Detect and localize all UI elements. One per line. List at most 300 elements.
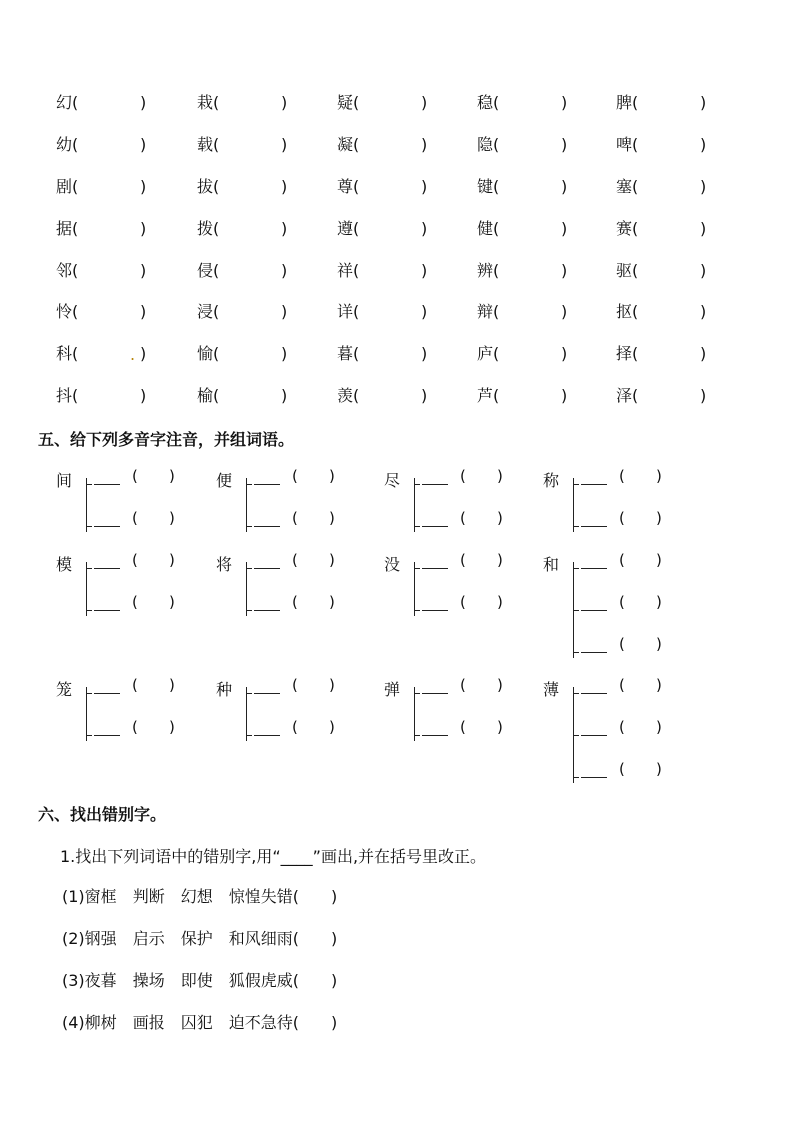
brace-tick — [246, 526, 252, 527]
pinyin-blank[interactable] — [581, 510, 607, 527]
pinyin-answer-slot[interactable] — [499, 302, 559, 322]
brace-tick — [86, 693, 92, 694]
close-paren: ) — [700, 261, 707, 280]
pinyin-answer-slot[interactable] — [219, 261, 279, 281]
char-cell — [337, 177, 359, 197]
pinyin-answer-slot[interactable] — [359, 135, 419, 155]
open-paren: ( — [493, 344, 500, 363]
pinyin-answer-slot[interactable] — [219, 386, 279, 406]
pinyin-answer-slot[interactable] — [359, 302, 419, 322]
char: 暮 — [337, 344, 354, 363]
pinyin-blank[interactable] — [422, 552, 448, 569]
pinyin-answer-slot[interactable] — [359, 344, 419, 364]
pinyin-answer-slot[interactable] — [638, 344, 698, 364]
close-paren: ) — [656, 760, 662, 778]
char-cell — [197, 344, 219, 364]
pinyin-blank[interactable] — [254, 594, 280, 611]
char: 剧 — [56, 177, 73, 196]
pinyin-answer-slot[interactable] — [78, 386, 138, 406]
char: 榆 — [197, 386, 214, 405]
correction-paren[interactable]: ( ) — [292, 887, 338, 906]
brace-tick — [573, 652, 579, 653]
close-paren: ) — [281, 386, 288, 405]
char-cell — [337, 93, 359, 113]
open-paren: ( — [493, 93, 500, 112]
char-cell — [337, 261, 359, 281]
pinyin-blank[interactable] — [422, 719, 448, 736]
word[interactable]: 囚犯 — [180, 1013, 213, 1032]
pinyin-answer-slot[interactable] — [78, 177, 138, 197]
open-paren: ( — [632, 219, 639, 238]
pinyin-blank[interactable] — [422, 594, 448, 611]
brace — [86, 478, 87, 532]
open-paren: ( — [72, 135, 79, 154]
close-paren: ) — [421, 93, 428, 112]
open-paren: ( — [493, 302, 500, 321]
pinyin-answer-slot[interactable] — [78, 302, 138, 322]
open-paren: ( — [213, 261, 220, 280]
pinyin-answer-slot[interactable] — [219, 93, 279, 113]
open-paren: ( — [213, 93, 220, 112]
close-paren: ) — [421, 386, 428, 405]
char: 幼 — [56, 135, 73, 154]
pinyin-answer-slot[interactable] — [638, 302, 698, 322]
char-cell — [337, 344, 359, 364]
close-paren: ) — [281, 135, 288, 154]
polyphone-char: 尽 — [384, 471, 401, 490]
open-paren: ( — [353, 93, 360, 112]
pinyin-answer-slot[interactable] — [499, 386, 559, 406]
pinyin-blank[interactable] — [422, 677, 448, 694]
pinyin-answer-slot[interactable] — [499, 93, 559, 113]
brace — [573, 478, 574, 532]
char: 拨 — [197, 219, 214, 238]
char-cell — [197, 302, 219, 322]
pinyin-answer-slot[interactable] — [78, 261, 138, 281]
char-cell — [337, 219, 359, 239]
char-cell — [477, 93, 499, 113]
brace-tick — [573, 610, 579, 611]
pinyin-blank[interactable] — [254, 510, 280, 527]
pinyin-answer-slot[interactable] — [359, 93, 419, 113]
open-paren: ( — [292, 676, 298, 694]
open-paren: ( — [619, 718, 625, 736]
open-paren: ( — [493, 261, 500, 280]
close-paren: ) — [561, 302, 568, 321]
close-paren: ) — [700, 386, 707, 405]
word[interactable]: 狐假虎威 — [228, 971, 293, 990]
instruction-blank: ____ — [280, 847, 313, 866]
close-paren: ) — [169, 676, 175, 694]
open-paren: ( — [460, 551, 466, 569]
close-paren: ) — [140, 219, 147, 238]
open-paren: ( — [72, 302, 79, 321]
char-cell — [477, 135, 499, 155]
open-paren: ( — [213, 344, 220, 363]
open-paren: ( — [353, 386, 360, 405]
open-paren: ( — [72, 219, 79, 238]
char-cell — [477, 177, 499, 197]
close-paren: ) — [421, 261, 428, 280]
char-cell — [477, 344, 499, 364]
open-paren: ( — [632, 93, 639, 112]
close-paren: ) — [561, 93, 568, 112]
open-paren: ( — [213, 219, 220, 238]
pinyin-answer-slot[interactable] — [219, 177, 279, 197]
brace — [86, 687, 87, 741]
correction-paren[interactable]: ( ) — [292, 929, 338, 948]
open-paren: ( — [632, 135, 639, 154]
word[interactable]: 惊惶失错 — [228, 887, 293, 906]
pinyin-answer-slot[interactable] — [638, 386, 698, 406]
brace-tick — [573, 526, 579, 527]
open-paren: ( — [619, 509, 625, 527]
polyphone-char: 称 — [543, 471, 560, 490]
char-cell — [337, 302, 359, 322]
close-paren: ) — [497, 551, 503, 569]
brace — [414, 687, 415, 741]
char-cell — [616, 93, 638, 113]
section6-heading: 六、找出错别字。 — [38, 805, 167, 824]
close-paren: ) — [700, 177, 707, 196]
open-paren: ( — [632, 177, 639, 196]
item-number: (2) — [62, 929, 85, 948]
word[interactable]: 启示 — [132, 929, 165, 948]
open-paren: ( — [132, 467, 138, 485]
brace-tick — [414, 693, 420, 694]
pinyin-answer-slot[interactable] — [638, 261, 698, 281]
pinyin-answer-slot[interactable] — [638, 177, 698, 197]
open-paren: ( — [292, 551, 298, 569]
word[interactable]: 即使 — [180, 971, 213, 990]
polyphone-char: 便 — [216, 471, 233, 490]
char: 栽 — [197, 93, 214, 112]
pinyin-blank[interactable] — [94, 677, 120, 694]
pinyin-answer-slot[interactable] — [499, 177, 559, 197]
pinyin-answer-slot[interactable] — [219, 219, 279, 239]
brace-tick — [573, 777, 579, 778]
close-paren: ) — [561, 177, 568, 196]
close-paren: ) — [656, 635, 662, 653]
char-cell — [616, 219, 638, 239]
open-paren: ( — [493, 135, 500, 154]
pinyin-answer-slot[interactable] — [638, 93, 698, 113]
brace-tick — [246, 568, 252, 569]
word[interactable]: 判断 — [132, 887, 165, 906]
close-paren: ) — [140, 177, 147, 196]
open-paren: ( — [292, 593, 298, 611]
char: 赛 — [616, 219, 633, 238]
pinyin-blank[interactable] — [254, 552, 280, 569]
close-paren: ) — [700, 135, 707, 154]
close-paren: ) — [656, 551, 662, 569]
close-paren: ) — [700, 302, 707, 321]
word[interactable]: 迫不急待 — [228, 1013, 293, 1032]
close-paren: ) — [329, 676, 335, 694]
item-number: (3) — [62, 971, 85, 990]
close-paren: ) — [421, 135, 428, 154]
char: 据 — [56, 219, 73, 238]
pinyin-answer-slot[interactable] — [219, 302, 279, 322]
polyphone-char: 间 — [56, 471, 73, 490]
open-paren: ( — [619, 593, 625, 611]
brace-tick — [573, 735, 579, 736]
typo-item — [62, 968, 337, 991]
brace-tick — [573, 693, 579, 694]
item-number: (4) — [62, 1013, 85, 1032]
close-paren: ) — [421, 344, 428, 363]
polyphone-char: 弹 — [384, 680, 401, 699]
brace-tick — [86, 735, 92, 736]
word[interactable]: 和风细雨 — [228, 929, 293, 948]
char: 科 — [56, 344, 73, 363]
brace-tick — [573, 568, 579, 569]
char: 辨 — [477, 261, 494, 280]
char: 载 — [197, 135, 214, 154]
word[interactable]: 幻想 — [180, 887, 213, 906]
char: 详 — [337, 302, 354, 321]
close-paren: ) — [656, 676, 662, 694]
char: 稳 — [477, 93, 494, 112]
polyphone-char: 将 — [216, 555, 233, 574]
polyphone-char: 没 — [384, 555, 401, 574]
pinyin-blank[interactable] — [581, 594, 607, 611]
pinyin-answer-slot[interactable] — [359, 219, 419, 239]
char-cell — [197, 93, 219, 113]
char-cell — [56, 219, 78, 239]
pinyin-blank[interactable] — [254, 468, 280, 485]
open-paren: ( — [619, 467, 625, 485]
brace-tick — [246, 610, 252, 611]
char-cell — [56, 344, 78, 364]
pinyin-answer-slot[interactable] — [78, 219, 138, 239]
pinyin-answer-slot[interactable] — [359, 177, 419, 197]
char-cell — [616, 177, 638, 197]
char-cell — [477, 219, 499, 239]
open-paren: ( — [292, 509, 298, 527]
char-cell — [197, 135, 219, 155]
brace-tick — [414, 735, 420, 736]
brace-tick — [246, 735, 252, 736]
char: 隐 — [477, 135, 494, 154]
open-paren: ( — [132, 551, 138, 569]
brace-tick — [86, 484, 92, 485]
close-paren: ) — [421, 219, 428, 238]
open-paren: ( — [72, 93, 79, 112]
close-paren: ) — [140, 261, 147, 280]
open-paren: ( — [353, 344, 360, 363]
brace — [86, 562, 87, 616]
open-paren: ( — [72, 177, 79, 196]
pinyin-answer-slot[interactable] — [638, 219, 698, 239]
char: 怜 — [56, 302, 73, 321]
pinyin-blank[interactable] — [94, 510, 120, 527]
pinyin-blank[interactable] — [254, 677, 280, 694]
pinyin-answer-slot[interactable] — [359, 386, 419, 406]
char: 幻 — [56, 93, 73, 112]
instruction-pre: 1.找出下列词语中的错别字,用“ — [60, 847, 281, 866]
char-cell — [616, 302, 638, 322]
pinyin-answer-slot[interactable] — [499, 135, 559, 155]
close-paren: ) — [656, 509, 662, 527]
word[interactable]: 操场 — [132, 971, 165, 990]
word[interactable]: 画报 — [132, 1013, 165, 1032]
open-paren: ( — [493, 177, 500, 196]
pinyin-blank[interactable] — [581, 552, 607, 569]
char-cell — [197, 386, 219, 406]
char-cell — [56, 302, 78, 322]
close-paren: ) — [169, 467, 175, 485]
char-cell — [197, 177, 219, 197]
open-paren: ( — [460, 676, 466, 694]
char: 抠 — [616, 302, 633, 321]
close-paren: ) — [421, 302, 428, 321]
open-paren: ( — [132, 593, 138, 611]
polyphone-char: 薄 — [543, 680, 560, 699]
pinyin-answer-slot[interactable] — [499, 219, 559, 239]
pinyin-blank[interactable] — [581, 636, 607, 653]
brace-tick — [414, 526, 420, 527]
char-cell — [197, 219, 219, 239]
open-paren: ( — [132, 509, 138, 527]
pinyin-answer-slot[interactable] — [499, 261, 559, 281]
close-paren: ) — [140, 93, 147, 112]
char-cell — [477, 386, 499, 406]
section6-instruction — [60, 844, 486, 867]
word[interactable]: 保护 — [180, 929, 213, 948]
char: 侵 — [197, 261, 214, 280]
pinyin-blank[interactable] — [94, 552, 120, 569]
char-cell — [616, 261, 638, 281]
char: 羡 — [337, 386, 354, 405]
close-paren: ) — [329, 593, 335, 611]
brace-tick — [86, 568, 92, 569]
pinyin-answer-slot[interactable] — [219, 344, 279, 364]
item-number: (1) — [62, 887, 85, 906]
char: 芦 — [477, 386, 494, 405]
char-cell — [56, 177, 78, 197]
pinyin-blank[interactable] — [422, 510, 448, 527]
word[interactable]: 窗框 — [84, 887, 117, 906]
close-paren: ) — [281, 219, 288, 238]
open-paren: ( — [460, 467, 466, 485]
open-paren: ( — [619, 676, 625, 694]
open-paren: ( — [213, 386, 220, 405]
open-paren: ( — [72, 344, 79, 363]
open-paren: ( — [460, 509, 466, 527]
brace-tick — [414, 484, 420, 485]
close-paren: ) — [561, 135, 568, 154]
pinyin-answer-slot[interactable] — [78, 93, 138, 113]
char-cell — [56, 93, 78, 113]
pinyin-blank[interactable] — [94, 468, 120, 485]
char-cell — [56, 261, 78, 281]
brace-tick — [414, 610, 420, 611]
close-paren: ) — [281, 261, 288, 280]
polyphone-char: 笼 — [56, 680, 73, 699]
open-paren: ( — [632, 261, 639, 280]
pinyin-answer-slot[interactable] — [78, 344, 138, 364]
pinyin-answer-slot[interactable] — [78, 135, 138, 155]
pinyin-answer-slot[interactable] — [499, 344, 559, 364]
pinyin-answer-slot[interactable] — [638, 135, 698, 155]
char: 驱 — [616, 261, 633, 280]
pinyin-blank[interactable] — [581, 719, 607, 736]
char-cell — [197, 261, 219, 281]
close-paren: ) — [497, 718, 503, 736]
close-paren: ) — [169, 551, 175, 569]
correction-paren[interactable]: ( ) — [292, 971, 338, 990]
char: 邻 — [56, 261, 73, 280]
pinyin-blank[interactable] — [422, 468, 448, 485]
close-paren: ) — [169, 593, 175, 611]
close-paren: ) — [281, 177, 288, 196]
char-cell — [616, 135, 638, 155]
open-paren: ( — [619, 760, 625, 778]
open-paren: ( — [353, 261, 360, 280]
word[interactable]: 夜暮 — [84, 971, 117, 990]
close-paren: ) — [561, 219, 568, 238]
open-paren: ( — [72, 386, 79, 405]
open-paren: ( — [132, 676, 138, 694]
close-paren: ) — [281, 344, 288, 363]
open-paren: ( — [353, 302, 360, 321]
close-paren: ) — [329, 467, 335, 485]
pinyin-blank[interactable] — [94, 719, 120, 736]
pinyin-blank[interactable] — [581, 677, 607, 694]
char: 拔 — [197, 177, 214, 196]
open-paren: ( — [460, 718, 466, 736]
open-paren: ( — [213, 302, 220, 321]
pinyin-answer-slot[interactable] — [219, 135, 279, 155]
close-paren: ) — [140, 302, 147, 321]
close-paren: ) — [329, 509, 335, 527]
correction-paren[interactable]: ( ) — [292, 1013, 338, 1032]
close-paren: ) — [497, 676, 503, 694]
close-paren: ) — [497, 593, 503, 611]
char: 浸 — [197, 302, 214, 321]
close-paren: ) — [497, 467, 503, 485]
char: 键 — [477, 177, 494, 196]
open-paren: ( — [632, 344, 639, 363]
pinyin-blank[interactable] — [94, 594, 120, 611]
char: 脾 — [616, 93, 633, 112]
open-paren: ( — [132, 718, 138, 736]
char-cell — [56, 135, 78, 155]
pinyin-blank[interactable] — [581, 468, 607, 485]
open-paren: ( — [353, 135, 360, 154]
close-paren: ) — [140, 135, 147, 154]
open-paren: ( — [213, 135, 220, 154]
pinyin-answer-slot[interactable] — [359, 261, 419, 281]
char-cell — [616, 386, 638, 406]
word[interactable]: 钢强 — [84, 929, 117, 948]
char-cell — [477, 302, 499, 322]
char-cell — [337, 386, 359, 406]
close-paren: ) — [169, 718, 175, 736]
open-paren: ( — [72, 261, 79, 280]
pinyin-blank[interactable] — [581, 761, 607, 778]
pinyin-blank[interactable] — [254, 719, 280, 736]
word[interactable]: 柳树 — [84, 1013, 117, 1032]
char: 愉 — [197, 344, 214, 363]
close-paren: ) — [281, 302, 288, 321]
close-paren: ) — [656, 718, 662, 736]
open-paren: ( — [460, 593, 466, 611]
close-paren: ) — [329, 551, 335, 569]
brace — [246, 478, 247, 532]
open-paren: ( — [292, 467, 298, 485]
